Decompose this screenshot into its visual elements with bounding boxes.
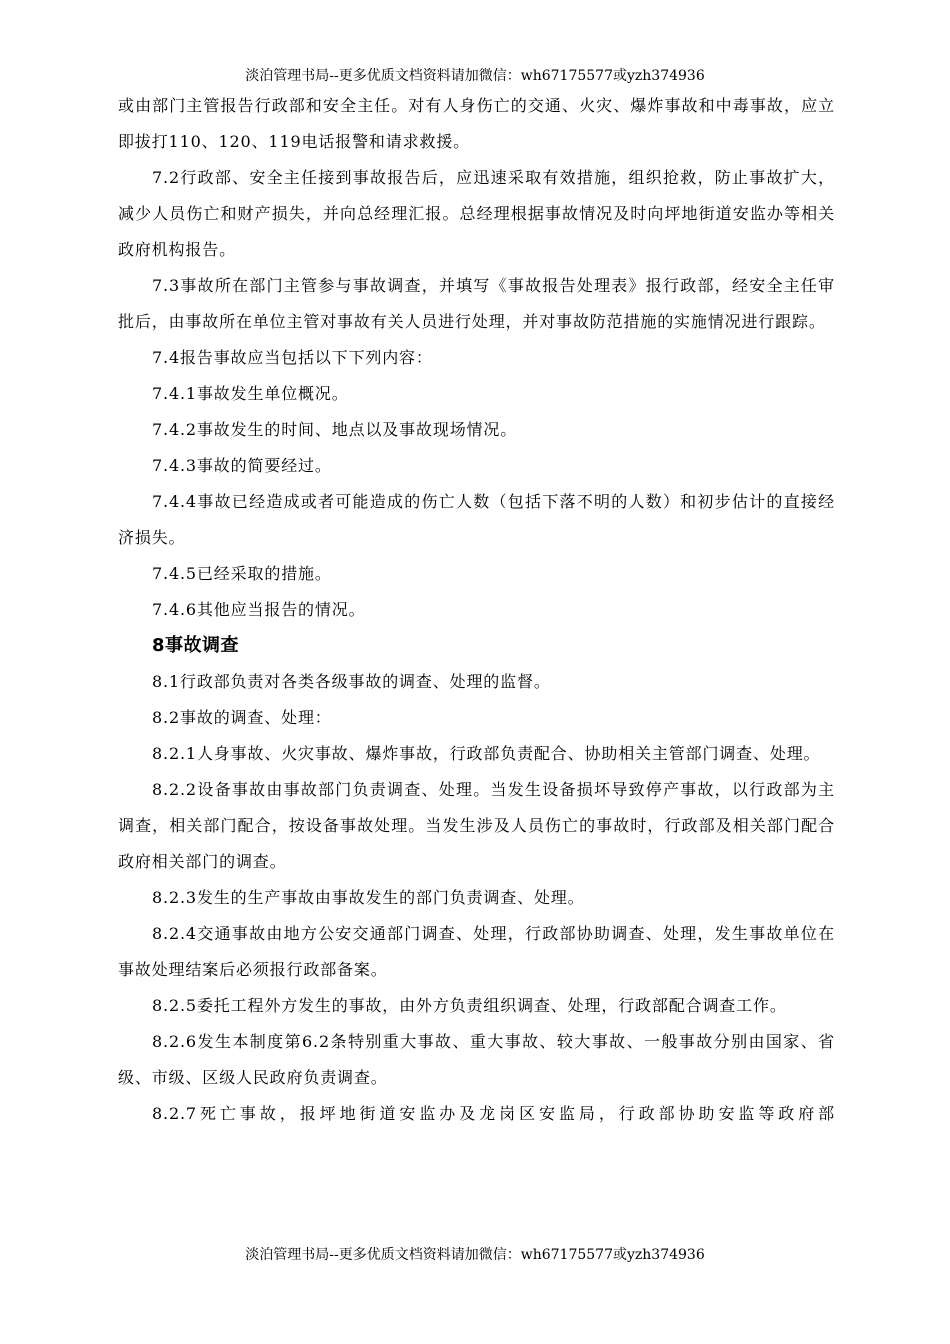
paragraph-7-4: 7.4报告事故应当包括以下下列内容：: [152, 348, 433, 367]
page-footer: 淡泊管理书局--更多优质文档资料请加微信：wh67175577或yzh374936: [245, 1247, 705, 1263]
paragraph-8-2-7: 8.2.7死亡事故，报坪地街道安监办及龙岗区安监局，行政部协助安监等政府部: [152, 1104, 835, 1123]
paragraph-8-2-6: 8.2.6发生本制度第6.2条特别重大事故、重大事故、较大事故、一般事故分别由国家、省级、市级、区级人民政府负责调查。: [118, 1032, 835, 1087]
paragraph: 或由部门主管报告行政部和安全主任。对有人身伤亡的交通、火灾、爆炸事故和中毒事故，应立即拔打110、120、119电话报警和请求救援。: [118, 96, 835, 151]
paragraph-8-2-4: 8.2.4交通事故由地方公安交通部门调查、处理，行政部协助调查、处理，发生事故单位在事故处理结案后必须报行政部备案。: [118, 924, 835, 979]
paragraph-7-4-6: 7.4.6其他应当报告的情况。: [152, 600, 366, 619]
paragraph-8-1: 8.1行政部负责对各类各级事故的调查、处理的监督。: [152, 672, 551, 691]
paragraph-8-2: 8.2事故的调查、处理：: [152, 708, 332, 727]
paragraph-7-3: 7.3事故所在部门主管参与事故调查，并填写《事故报告处理表》报行政部，经安全主任审批后，由事故所在单位主管对事故有关人员进行处理，并对事故防范措施的实施情况进行跟踪。: [118, 276, 835, 331]
paragraph-7-4-3: 7.4.3事故的简要经过。: [152, 456, 332, 475]
paragraph-7-4-1: 7.4.1事故发生单位概况。: [152, 384, 349, 403]
page-header: 淡泊管理书局--更多优质文档资料请加微信：wh67175577或yzh374936: [245, 68, 705, 84]
paragraph-7-4-4: 7.4.4事故已经造成或者可能造成的伤亡人数（包括下落不明的人数）和初步估计的直接经济损失。: [118, 492, 835, 547]
paragraph-7-2: 7.2行政部、安全主任接到事故报告后，应迅速采取有效措施，组织抢救，防止事故扩大，减少人员伤亡和财产损失，并向总经理汇报。总经理根据事故情况及时向坪地街道安监办等相关政府机构报告。: [118, 168, 835, 259]
paragraph-8-2-1: 8.2.1人身事故、火灾事故、爆炸事故，行政部负责配合、协助相关主管部门调查、处理。: [152, 744, 821, 763]
section-heading-8: 8事故调查: [152, 635, 240, 656]
paragraph-7-4-5: 7.4.5已经采取的措施。: [152, 564, 332, 583]
paragraph-8-2-3: 8.2.3发生的生产事故由事故发生的部门负责调查、处理。: [152, 888, 585, 907]
paragraph-8-2-5: 8.2.5委托工程外方发生的事故，由外方负责组织调查、处理，行政部配合调查工作。: [152, 996, 787, 1015]
paragraph-8-2-2: 8.2.2设备事故由事故部门负责调查、处理。当发生设备损坏导致停产事故，以行政部为主调查，相关部门配合，按设备事故处理。当发生涉及人员伤亡的事故时，行政部及相关部门配合政府相关部门的调查。: [118, 780, 835, 871]
document-body: [118, 88, 835, 1132]
paragraph-7-4-2: 7.4.2事故发生的时间、地点以及事故现场情况。: [152, 420, 518, 439]
